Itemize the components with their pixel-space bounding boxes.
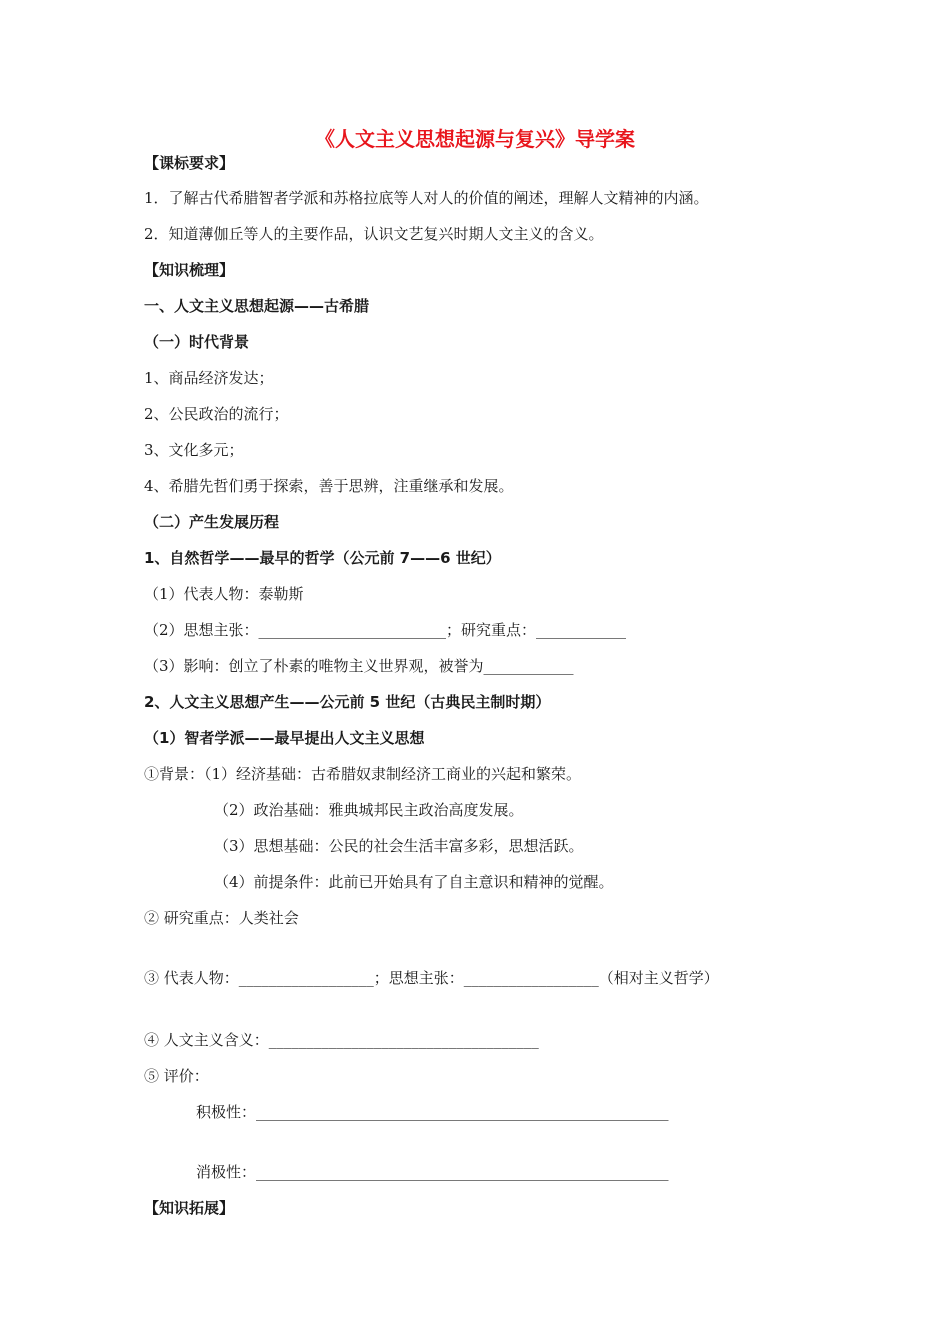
representatives: ③ 代表人物：__________________；思想主张：__________________（相对主义哲学） (144, 969, 719, 987)
background-item-3: 3、文化多元； (144, 441, 244, 459)
evaluation-positive: 积极性：_______________________________________________________ (196, 1103, 669, 1121)
research-focus: ② 研究重点：人类社会 (144, 909, 299, 927)
natural-philosophy-heading: 1、自然哲学——最早的哲学（公元前 7——6 世纪） (144, 549, 501, 567)
curriculum-item-2: 2．知道薄伽丘等人的主要作品，认识文艺复兴时期人文主义的含义。 (144, 225, 604, 243)
section-extend-heading: 【知识拓展】 (144, 1199, 235, 1217)
background-item-4: 4、希腊先哲们勇于探索，善于思辨，注重继承和发展。 (144, 477, 514, 495)
sophist-background-2: （2）政治基础：雅典城邦民主政治高度发展。 (214, 801, 524, 819)
background-item-2: 2、公民政治的流行； (144, 405, 289, 423)
sophist-background-4: （4）前提条件：此前已开始具有了自主意识和精神的觉醒。 (214, 873, 614, 891)
evaluation-negative: 消极性：_______________________________________________________ (196, 1163, 669, 1181)
document-title: 《人文主义思想起源与复兴》导学案 (315, 127, 635, 151)
section-knowledge-heading: 【知识梳理】 (144, 261, 235, 279)
sophist-background-3: （3）思想基础：公民的社会生活丰富多彩，思想活跃。 (214, 837, 584, 855)
sub2-heading: （二）产生发展历程 (144, 513, 280, 531)
part1-heading: 一、人文主义思想起源——古希腊 (144, 297, 370, 315)
evaluation-heading: ⑤ 评价： (144, 1067, 209, 1085)
natural-item-1: （1）代表人物：泰勒斯 (144, 585, 304, 603)
sub1-heading: （一）时代背景 (144, 333, 250, 351)
curriculum-item-1: 1．了解古代希腊智者学派和苏格拉底等人对人的价值的阐述，理解人文精神的内涵。 (144, 189, 709, 207)
background-item-1: 1、商品经济发达； (144, 369, 274, 387)
sophist-heading: （1）智者学派——最早提出人文主义思想 (144, 729, 425, 747)
section-curriculum-heading: 【课标要求】 (144, 154, 235, 172)
natural-item-2: （2）思想主张：_________________________；研究重点：____________ (144, 621, 627, 639)
natural-item-3: （3）影响：创立了朴素的唯物主义世界观，被誉为____________ (144, 657, 574, 675)
humanism-meaning: ④ 人文主义含义：____________________________________ (144, 1031, 539, 1049)
sophist-background-1: ①背景：（1）经济基础：古希腊奴隶制经济工商业的兴起和繁荣。 (144, 765, 582, 783)
humanism-heading: 2、人文主义思想产生——公元前 5 世纪（古典民主制时期） (144, 693, 551, 711)
